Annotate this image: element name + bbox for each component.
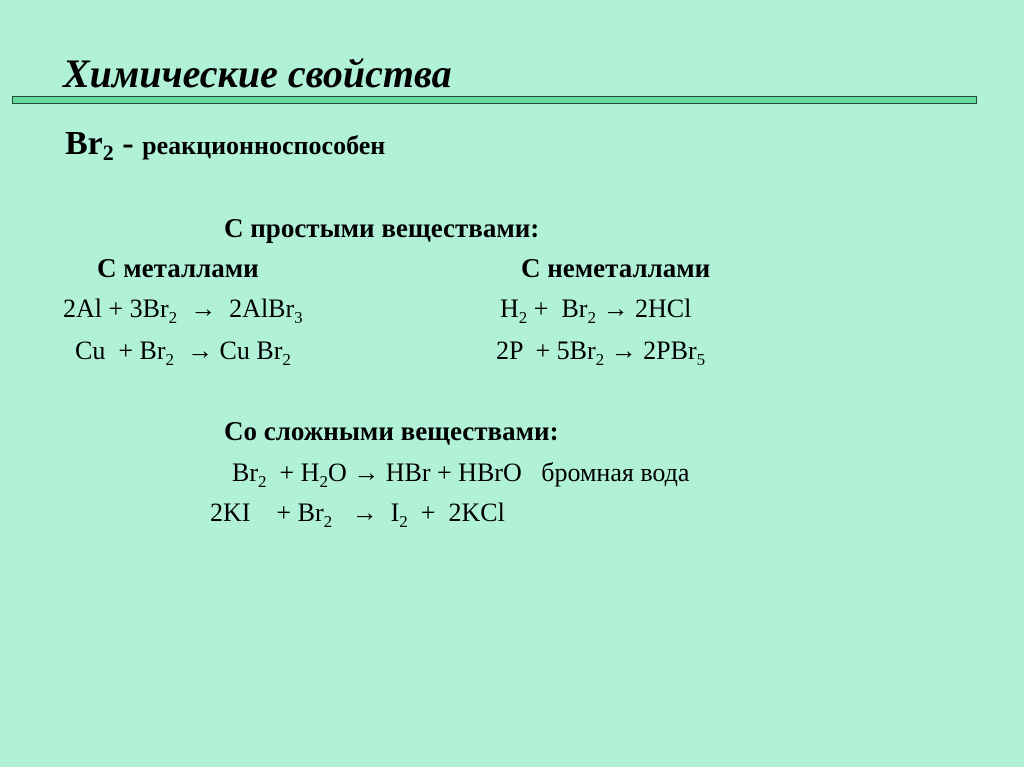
bromine-subscript: 2 xyxy=(102,140,114,165)
metals-heading: С металлами xyxy=(97,253,259,283)
equation-cu-br2: $Cu + Br_2 \to Cu$ $Br_2$ xyxy=(75,336,291,369)
bromine-heading xyxy=(65,125,385,166)
bromine-description: реакционноспособен xyxy=(142,131,386,160)
heading-dash: - xyxy=(122,125,134,162)
bromine-symbol: Br xyxy=(65,125,103,162)
simple-substances-heading: С простыми веществами: xyxy=(224,213,540,243)
equation-p-br2: $2P + 5Br_2 \to 2PBr_5$ xyxy=(496,336,706,369)
nonmetals-heading: С неметаллами xyxy=(521,253,711,283)
equation-ki-br2: 2KI + $Br_2 \to I_2 + 2KCl$ xyxy=(210,498,505,531)
equation-br2-h2o: $Br_2 + H_2O$ → HBr + HBrO бромная вода xyxy=(232,458,690,491)
slide-title: Химические свойства xyxy=(63,51,452,96)
title-divider xyxy=(12,96,977,104)
equation-al-br2: $2Al + 3Br_2$ → 2AlBr$_3$ xyxy=(63,294,303,327)
equation-h2-br2: $H_2 + Br_2 \to 2HCl$ xyxy=(500,294,692,327)
complex-substances-heading: Со сложными веществами: xyxy=(224,416,559,446)
bromine-water-label: бромная вода xyxy=(541,458,690,487)
